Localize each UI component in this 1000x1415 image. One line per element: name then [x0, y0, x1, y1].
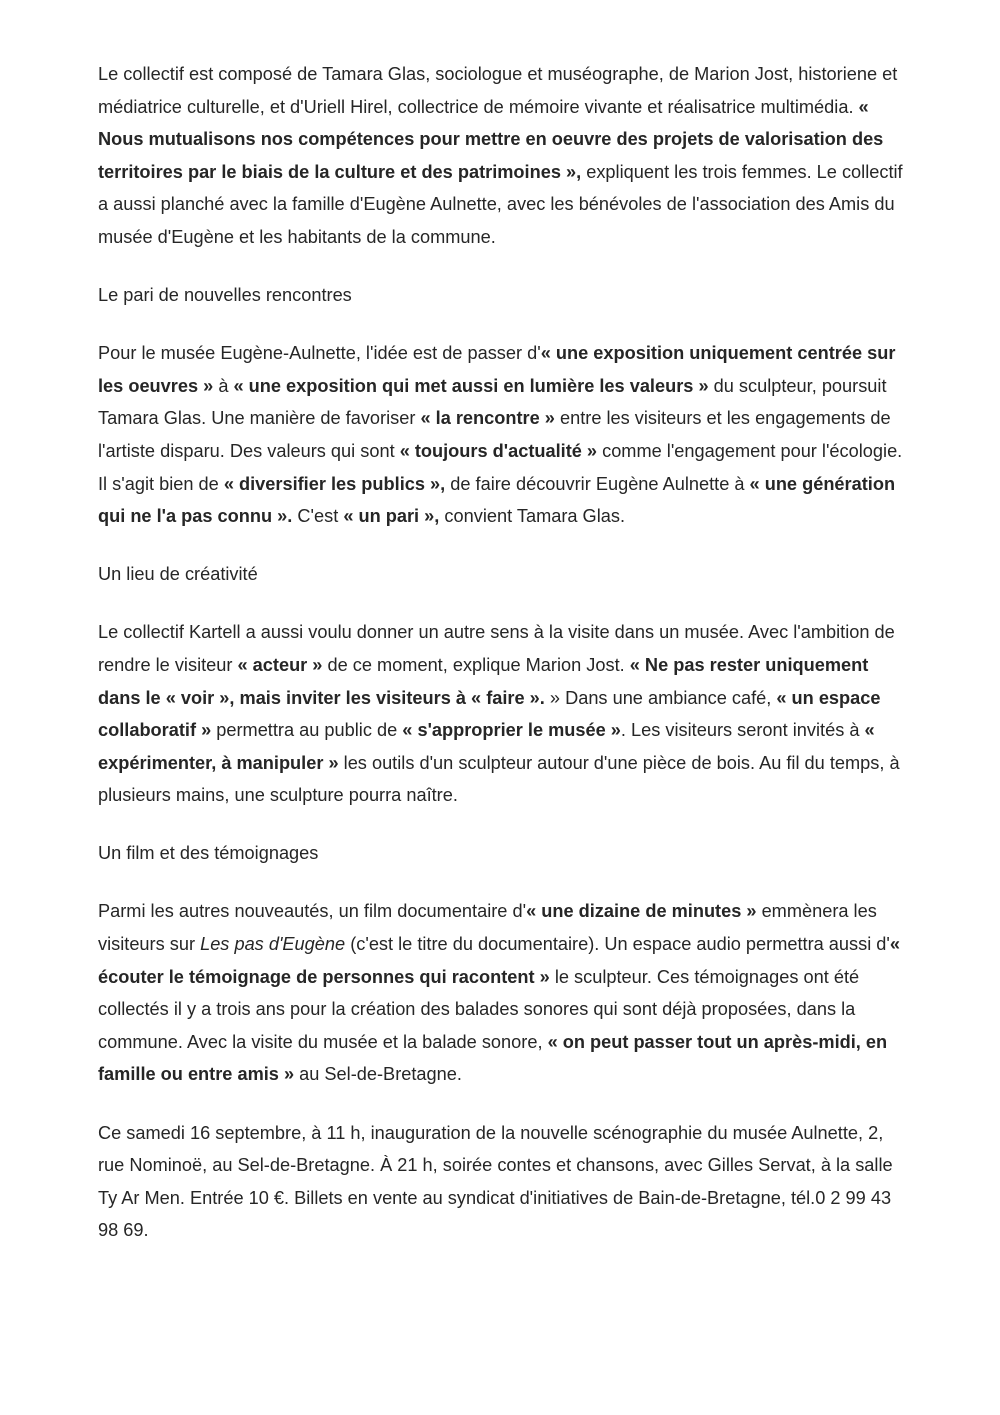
text: Le collectif Kartell a aussi voulu donner un autre sens à la visite dans un musée. Avec l'ambition de rendre le visiteur — [98, 622, 895, 675]
quote: « diversifier les publics », — [223, 473, 446, 494]
paragraph-collectif — [98, 58, 904, 254]
quote: « expérimenter, à manipuler » — [98, 720, 875, 773]
quote: « on peut passer tout un après-midi, en famille ou entre amis » — [98, 1031, 888, 1085]
paragraph-film — [98, 895, 904, 1091]
text: emmènera les visiteurs sur — [98, 901, 877, 955]
text: expliquent les trois femmes. Le collectif a aussi planché avec la famille d'Eugène Aulnette, avec les bénévoles de l'association des Amis du musée d'Eugène et les habitants de la commune. — [98, 161, 903, 247]
quote: « une génération qui ne l'a pas connu ». — [98, 473, 896, 527]
film-title: Les pas d'Eugène — [200, 934, 346, 955]
text: entre les visiteurs et les engagements de l'artiste disparu. Des valeurs qui sont — [98, 408, 891, 461]
text: de faire découvrir Eugène Aulnette à — [445, 473, 750, 494]
quote: « acteur » — [237, 654, 323, 675]
quote: « un pari », — [343, 506, 440, 527]
text: du sculpteur, poursuit Tamara Glas. Une manière de favoriser — [98, 375, 887, 429]
quote: « une dizaine de minutes » — [526, 901, 757, 922]
text: à — [213, 375, 234, 396]
paragraph-pari — [98, 337, 904, 533]
quote: « la rencontre » — [420, 408, 555, 429]
quote: « Ne pas rester uniquement dans le « voir », mais inviter les visiteurs à « faire ». — [98, 654, 869, 708]
text: » Dans une ambiance café, — [544, 687, 777, 708]
text: convient Tamara Glas. — [439, 506, 626, 527]
text: comme l'engagement pour l'écologie. Il s'agit bien de — [98, 440, 903, 494]
section-heading-pari: Le pari de nouvelles rencontres — [98, 285, 352, 306]
quote: « s'approprier le musée » — [402, 720, 621, 741]
text: les outils d'un sculpteur autour d'une pièce de bois. Au fil du temps, à plusieurs mains, une sculpture pourra naître. — [98, 752, 900, 806]
text: permettra au public de — [211, 720, 403, 741]
quote: « toujours d'actualité » — [399, 440, 598, 461]
text: Le collectif est composé de Tamara Glas, sociologue et muséographe, de Marion Jost, historiene et médiatrice culturelle, et d'Uriell Hirel, collectrice de mémoire vivante et réalisatrice multimédia. — [98, 64, 898, 117]
quote: « un espace collaboratif » — [98, 687, 881, 741]
text: de ce moment, explique Marion Jost. — [322, 654, 630, 675]
paragraph-practical-info: Ce samedi 16 septembre, à 11 h, inauguration de la nouvelle scénographie du musée Aulnette, 2, rue Nominoë, au Sel-de-Bretagne. À 21 h, soirée contes et chansons, avec Gilles Servat, à la salle Ty Ar Men. Entrée 10 €. Billets en vente au syndicat d'initiatives de Bain-de-Bretagne, tél.0 2 99 43 98 69. — [98, 1122, 893, 1241]
section-heading-film: Un film et des témoignages — [98, 843, 319, 864]
text: Parmi les autres nouveautés, un film documentaire d' — [98, 901, 527, 922]
quote: « une exposition qui met aussi en lumière les valeurs » — [233, 375, 709, 396]
text: au Sel-de-Bretagne. — [294, 1064, 462, 1085]
quote: « Nous mutualisons nos compétences pour mettre en oeuvre des projets de valorisation des territoires par le biais de la culture et des patrimoines », — [98, 96, 884, 182]
text: (c'est le titre du documentaire). Un espace audio permettra aussi d' — [345, 934, 890, 955]
article-body — [98, 58, 904, 1272]
paragraph-creativite — [98, 616, 904, 812]
quote: « écouter le témoignage de personnes qui racontent » — [98, 934, 901, 987]
text: le sculpteur. Ces témoignages ont été collectés il y a trois ans pour la création des balades sonores qui sont déjà proposées, dans la commune. Avec la visite du musée et la balade sonore, — [98, 966, 860, 1052]
section-heading-creativite: Un lieu de créativité — [98, 564, 258, 585]
text: C'est — [292, 506, 344, 527]
text: Pour le musée Eugène-Aulnette, l'idée est de passer d' — [98, 343, 541, 364]
quote: « une exposition uniquement centrée sur les oeuvres » — [98, 343, 896, 396]
text: . Les visiteurs seront invités à — [620, 720, 865, 741]
